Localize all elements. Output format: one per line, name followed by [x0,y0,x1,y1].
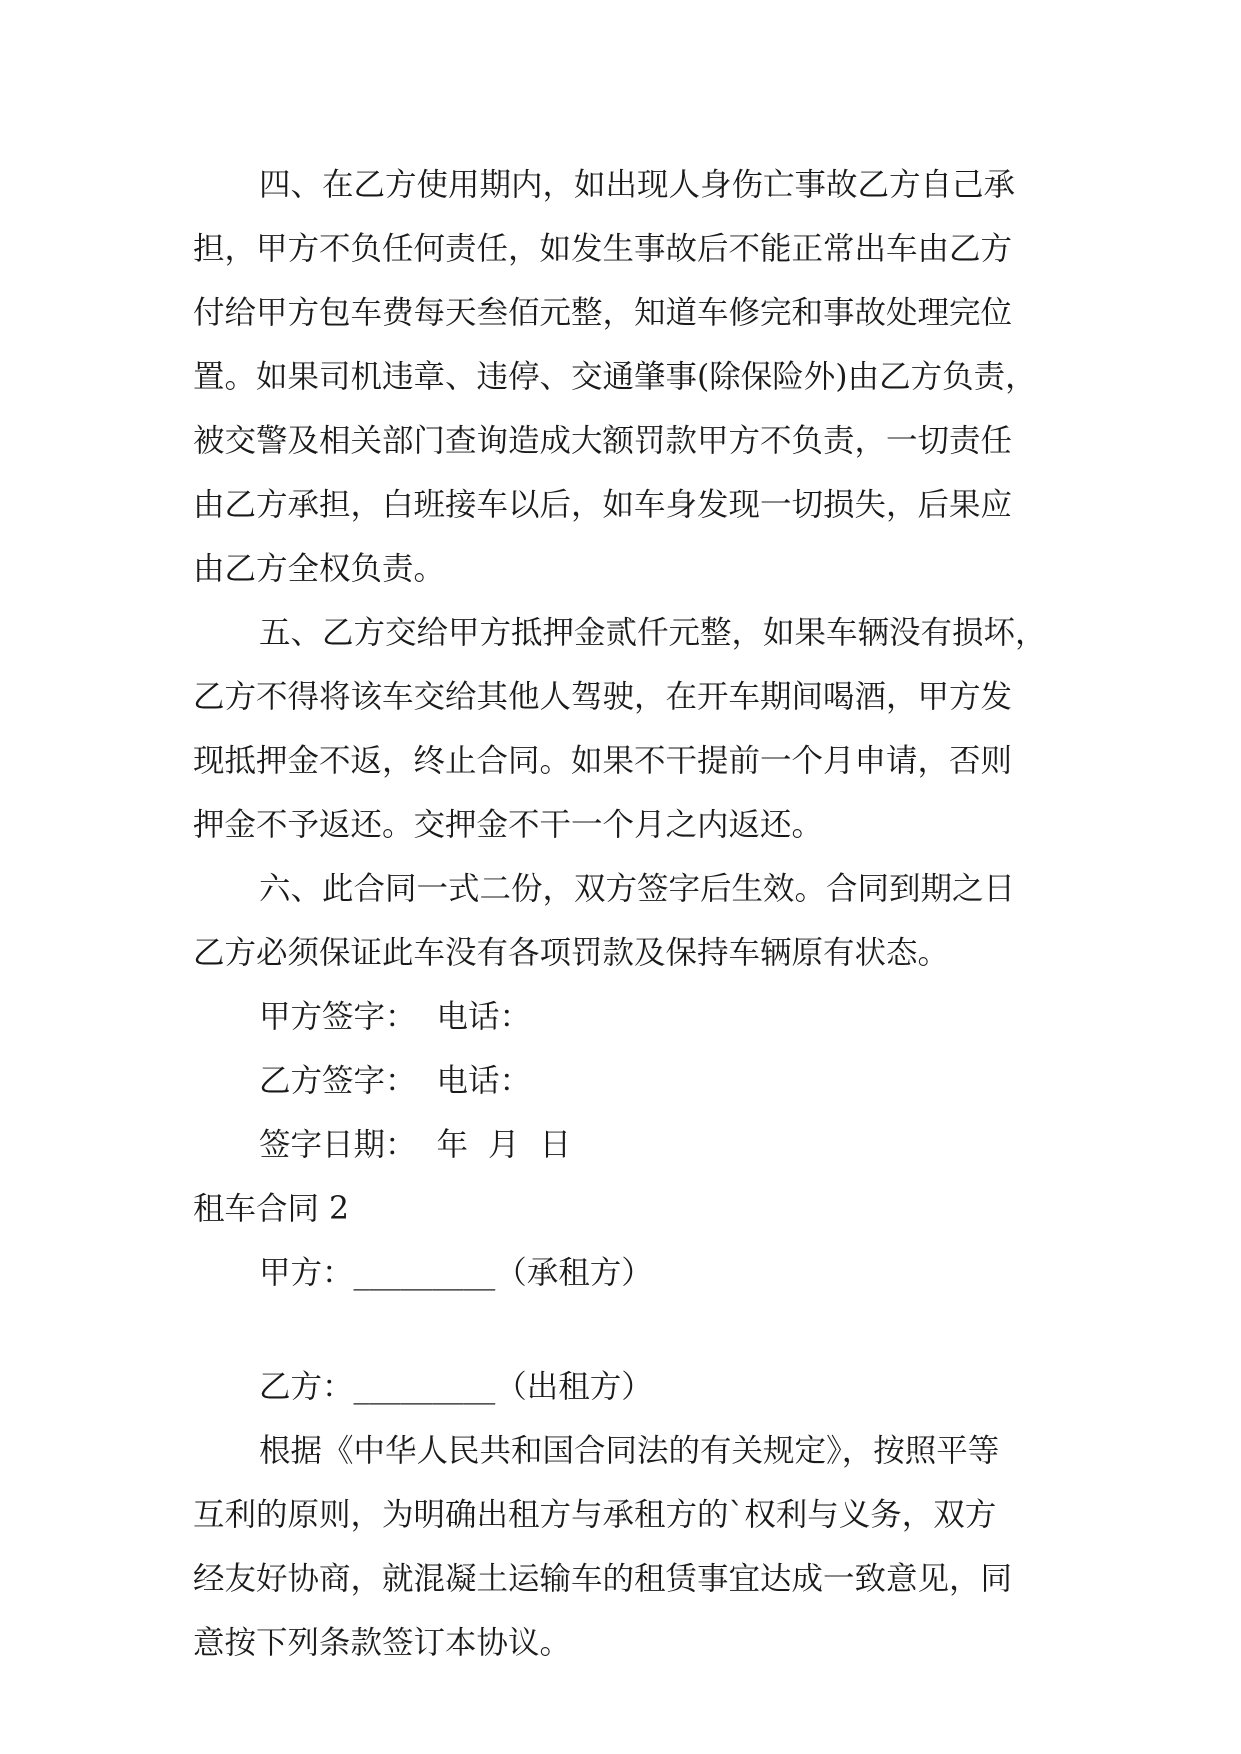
paragraph-4-line-3: 付给甲方包车费每天叁佰元整，知道车修完和事故处理完位 [193,295,1013,331]
preamble-line-2: 互利的原则，为明确出租方与承租方的`权利与义务，双方 [193,1497,997,1533]
paragraph-4-line-6: 由乙方承担，白班接车以后，如车身发现一切损失，后果应 [193,487,1013,523]
preamble-line-3: 经友好协商，就混凝土运输车的租赁事宜达成一致意见，同 [193,1561,1013,1597]
paragraph-5-line-1: 五、乙方交给甲方抵押金贰仟元整，如果车辆没有损坏， [259,615,1047,651]
signature-date-line: 签字日期： 年 月 日 [259,1127,572,1163]
party-b-signature-line: 乙方签字： 电话： [259,1063,532,1099]
paragraph-4-line-2: 担，甲方不负任何责任，如发生事故后不能正常出车由乙方 [193,231,1013,267]
contract-2-heading: 租车合同 2 [193,1191,350,1227]
party-b-lessor-line: 乙方：_________（出租方） [259,1369,653,1405]
party-a-lessee-line: 甲方：_________（承租方） [259,1255,653,1291]
paragraph-4-line-5: 被交警及相关部门查询造成大额罚款甲方不负责，一切责任 [193,423,1013,459]
paragraph-4-line-4: 置。如果司机违章、违停、交通肇事(除保险外)由乙方负责， [193,359,1037,395]
party-a-signature-line: 甲方签字： 电话： [259,999,532,1035]
paragraph-4-line-7: 由乙方全权负责。 [193,551,446,587]
paragraph-5-line-3: 现抵押金不返，终止合同。如果不干提前一个月申请，否则 [193,743,1013,779]
preamble-line-4: 意按下列条款签订本协议。 [193,1625,572,1661]
paragraph-5-line-4: 押金不予返还。交押金不干一个月之内返还。 [193,807,824,843]
paragraph-6-line-1: 六、此合同一式二份，双方签字后生效。合同到期之日 [259,871,1016,907]
paragraph-4-line-1: 四、在乙方使用期内，如出现人身伤亡事故乙方自己承 [259,167,1016,203]
preamble-line-1: 根据《中华人民共和国合同法的有关规定》，按照平等 [259,1433,1000,1469]
paragraph-5-line-2: 乙方不得将该车交给其他人驾驶，在开车期间喝酒，甲方发 [193,679,1013,715]
paragraph-6-line-2: 乙方必须保证此车没有各项罚款及保持车辆原有状态。 [193,935,950,971]
